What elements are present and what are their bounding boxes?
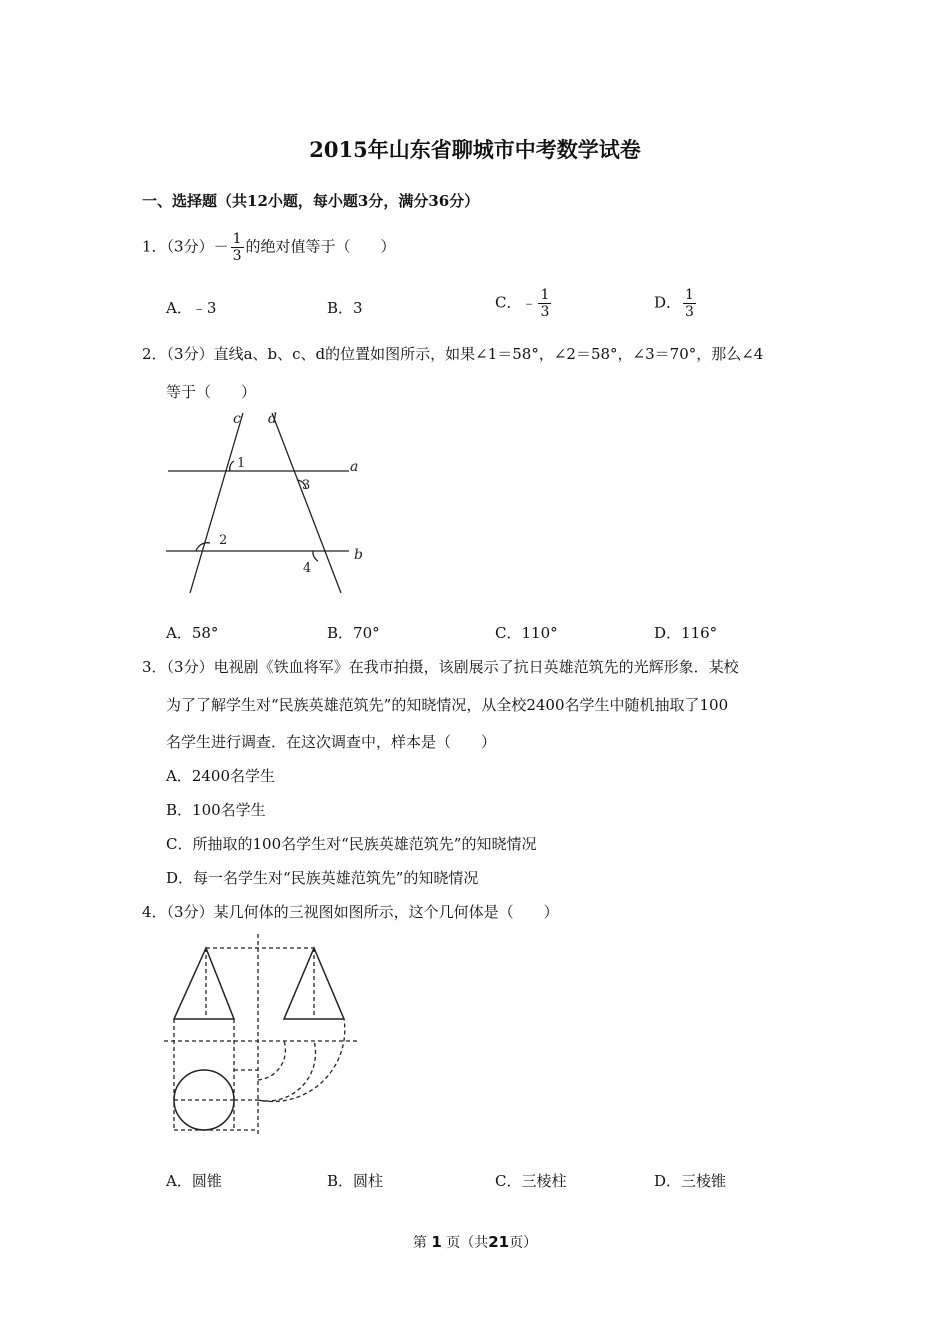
label-angle-1: 1	[237, 456, 246, 471]
q1-option-b: B．3	[327, 299, 363, 317]
q1-option-d-num: 1	[685, 287, 694, 303]
question-3-line-1: 3．（3分）电视剧《铁血将军》在我市拍摄，该剧展示了抗日英雄范筑先的光辉形象．某校	[142, 658, 739, 676]
q1-option-d-fraction	[683, 288, 696, 319]
q3-option-a: A．2400名学生	[166, 767, 276, 785]
q1-option-c-num: 1	[540, 287, 550, 303]
outer-arc-dashed	[234, 1019, 345, 1102]
q1-frac-num: 1	[232, 231, 242, 247]
q2-option-a: A．58°	[166, 624, 219, 642]
q1-option-d-den: 3	[685, 304, 694, 320]
q1-option-d-prefix: D．	[654, 293, 682, 312]
q1-prefix: 1．（3分）－	[142, 237, 229, 256]
label-b: b	[354, 547, 363, 563]
label-angle-2: 2	[219, 533, 228, 548]
q1-frac-den: 3	[232, 248, 242, 264]
q4-option-a: A．圆锥	[166, 1172, 222, 1190]
footer-pre: 第	[412, 1235, 427, 1251]
label-a: a	[350, 459, 359, 475]
label-angle-4: 4	[303, 561, 312, 576]
q1-option-c-den: 3	[540, 304, 550, 320]
question-2-line-1: 2．（3分）直线a、b、c、d的位置如图所示，如果∠1＝58°，∠2＝58°，∠3＝70°，那么∠4	[142, 345, 764, 363]
q1-option-d	[654, 288, 698, 319]
q3-option-d: D．每一名学生对“民族英雄范筑先”的知晓情况	[166, 869, 479, 887]
question-1	[142, 232, 396, 263]
q2-line-figure	[160, 405, 375, 600]
q4-three-view-figure	[160, 930, 370, 1140]
q3-option-c: C．所抽取的100名学生对“民族英雄范筑先”的知晓情况	[166, 835, 537, 853]
middle-arc-dashed	[258, 1041, 316, 1101]
q2-option-c: C．110°	[495, 624, 558, 642]
inner-arc-dashed	[258, 1041, 285, 1080]
front-view-triangle	[174, 948, 234, 1019]
page-footer	[0, 1232, 950, 1252]
page-title: 2015年山东省聊城市中考数学试卷	[309, 137, 641, 162]
q2-option-d: D．116°	[654, 624, 718, 642]
q1-option-c-fraction	[538, 288, 551, 319]
q1-option-c	[495, 288, 553, 319]
footer-mid: 页（共	[446, 1235, 489, 1251]
angle-1-arc	[230, 461, 234, 471]
q1-suffix: 的绝对值等于（ ）	[245, 237, 396, 256]
q4-option-d: D．三棱锥	[654, 1172, 727, 1190]
q1-option-c-prefix: C．﹣	[495, 293, 537, 312]
q1-fraction	[231, 232, 244, 263]
angle-4-arc	[313, 551, 318, 561]
section-heading: 一、选择题（共12小题，每小题3分，满分36分）	[142, 192, 480, 210]
question-3-line-3: 名学生进行调查．在这次调查中，样本是（ ）	[166, 733, 497, 751]
question-3-line-2: 为了了解学生对“民族英雄范筑先”的知晓情况，从全校2400名学生中随机抽取了100	[166, 696, 729, 714]
footer-post: 页）	[509, 1235, 538, 1251]
label-d: d	[268, 411, 277, 427]
q4-option-b: B．圆柱	[327, 1172, 384, 1190]
line-c	[190, 413, 246, 593]
question-2-line-2: 等于（ ）	[166, 383, 257, 401]
footer-page-number: 1	[431, 1233, 442, 1251]
label-c: c	[233, 411, 241, 427]
label-angle-3: 3	[302, 478, 311, 493]
question-4-line-1: 4．（3分）某几何体的三视图如图所示，这个几何体是（ ）	[142, 903, 559, 921]
q2-option-b: B．70°	[327, 624, 380, 642]
q1-option-a: A．﹣3	[166, 299, 217, 317]
footer-total-pages: 21	[488, 1233, 510, 1251]
q4-option-c: C．三棱柱	[495, 1172, 567, 1190]
q3-option-b: B．100名学生	[166, 801, 266, 819]
